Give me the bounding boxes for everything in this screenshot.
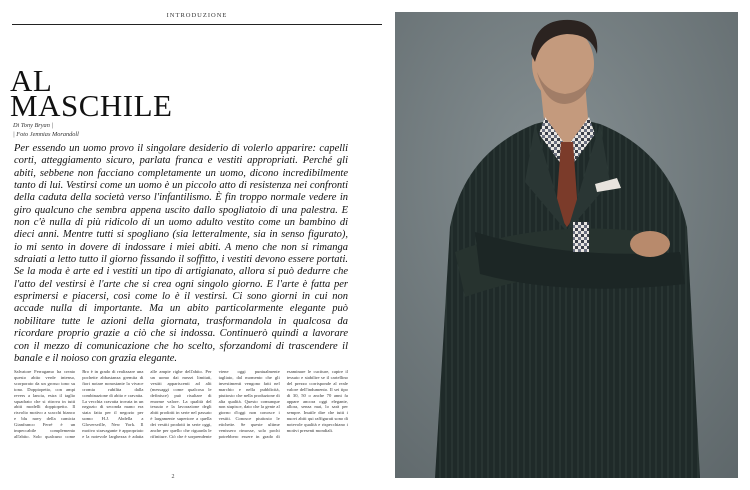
- header-rule: [12, 24, 382, 25]
- article-title: [10, 63, 173, 123]
- author-credit: Di Tony Bryan |: [13, 122, 54, 129]
- body-paragraph: Salvatore Ferragamo ha creato questo abito verde intenso, scorporato da un grosso tono su tono. Doppiopetto, con ampi revers a lancia, estra il taglio squadrato che si ritrova in tutti abiti modelli doppiopetto. Il risvolto motivo a scacchi bianco e blu navy della camicia Gianfranco Ferré è un impeccabile complemento all'abito. Solo qualcuno come Bro è in grado di realizzare una pochette abbastanza gremita di fiori notare nonostante la vivace cromia rubilita dalla combinazione di abito e cravatta. La vecchia cravatta trovata in un negozio di seconda mano era stata fatta per il negozio per uomo H.J. Abdella a Gloversville, New York. Il motivo stravagante è appropriato e la notevole larghezza è adatta alle ampie righe dell'abito. Per un uomo dai mezzi limitati, vestiti appariscenti ad alti (messaggi come qualcosa le definisce) può risultare di enorme valore. La qualità del tessuto e la lavorazione degli abiti prodotti in serie nel passato è largamente superiore a quella dei vestiti prodotti in serie oggi, anche per quello che riguarda le rifiniture. Ciò che è sorprendente viene oggi puntualmente tagliato, dal momento che gli investimenti vengono fatti nel marchio e nella pubblicità, piuttosto che nella produzione di alta qualità. Questo comunque non stupisce, dato che la gente al giorno d'oggi non conosce i vestiti. Conosce piuttosto le etichette. Se queste ultime venissero rimosse, solo pochi potrebbero essere in grado di esaminare le cuciture, capire il tessuto e stabilire se il cartellino del prezzo corrisponde al reale valore dell'indumento. Il sei tipo di 30, 50 o anche 70 anni fa appare ancora oggi elegante, allora, senza mai, lo sarà per sempre. Inutile dire che tutti i nuovi abiti qui raffigurati sono di notevole qualità e rispecchiano i motivi presenti mondiali.: [14, 369, 348, 439]
- article-credits: [13, 121, 79, 139]
- title-line-1: AL: [10, 63, 53, 98]
- title-line-2: MASCHILE: [10, 88, 173, 123]
- section-header: [12, 12, 382, 32]
- section-label: INTRODUZIONE: [166, 12, 228, 19]
- page-number: 2: [171, 474, 175, 480]
- photo-credit: | Foto Jemnias Morandoll: [13, 131, 79, 138]
- lede-paragraph: Per essendo un uomo provo il singolare desiderio di volerlo apparire: capelli corti, atteggiamento sicuro, parlata franca e vestiti appropriati. Perché gli abiti, sebbene non facciano completamente un uomo, dicono incredibilmente tanto di lui. Vestirsi come un uomo è un piccolo atto di resistenza nei confronti della caduta della società verso l'infantilismo. È fin troppo normale vedere in giro qualcuno che sembra appena uscito dallo spogliatoio di una palestra. E non c'è nulla di più ridicolo di un uomo adulto vestito come un bambino di dieci anni. Mentre tutti si spogliano (sia letteralmente, sia in senso figurato), io mi sento in dovere di indossare i miei abiti. A meno che non si rimanga sdraiati a letto tutto il giorno fissando il soffitto, i vestiti devono essere portati. Se la moda è arte ed i vestiti un tipo di artigianato, allora si può dedurre che l'atto del vestirsi è l'arte che si crea ogni singolo giorno. E l'arte è fatta per esprimersi e piacersi, così come lo è il vestirsi. Ci sono giorni in cui non accade nulla di importante. Ma un abito particolarmente elegante può nobilitare tutte le azioni della giornata, trasformandola in qualcosa da ricordare proprio grazie a ciò che si indossa. Continuerò quindi a lavorare con il mezzo di comunicazione che ho scelto, sforzandomi di trascendere il banale e il noioso con grazia elegante.: [14, 143, 348, 364]
- fashion-photo: [395, 12, 738, 478]
- body-text-columns: [14, 369, 348, 467]
